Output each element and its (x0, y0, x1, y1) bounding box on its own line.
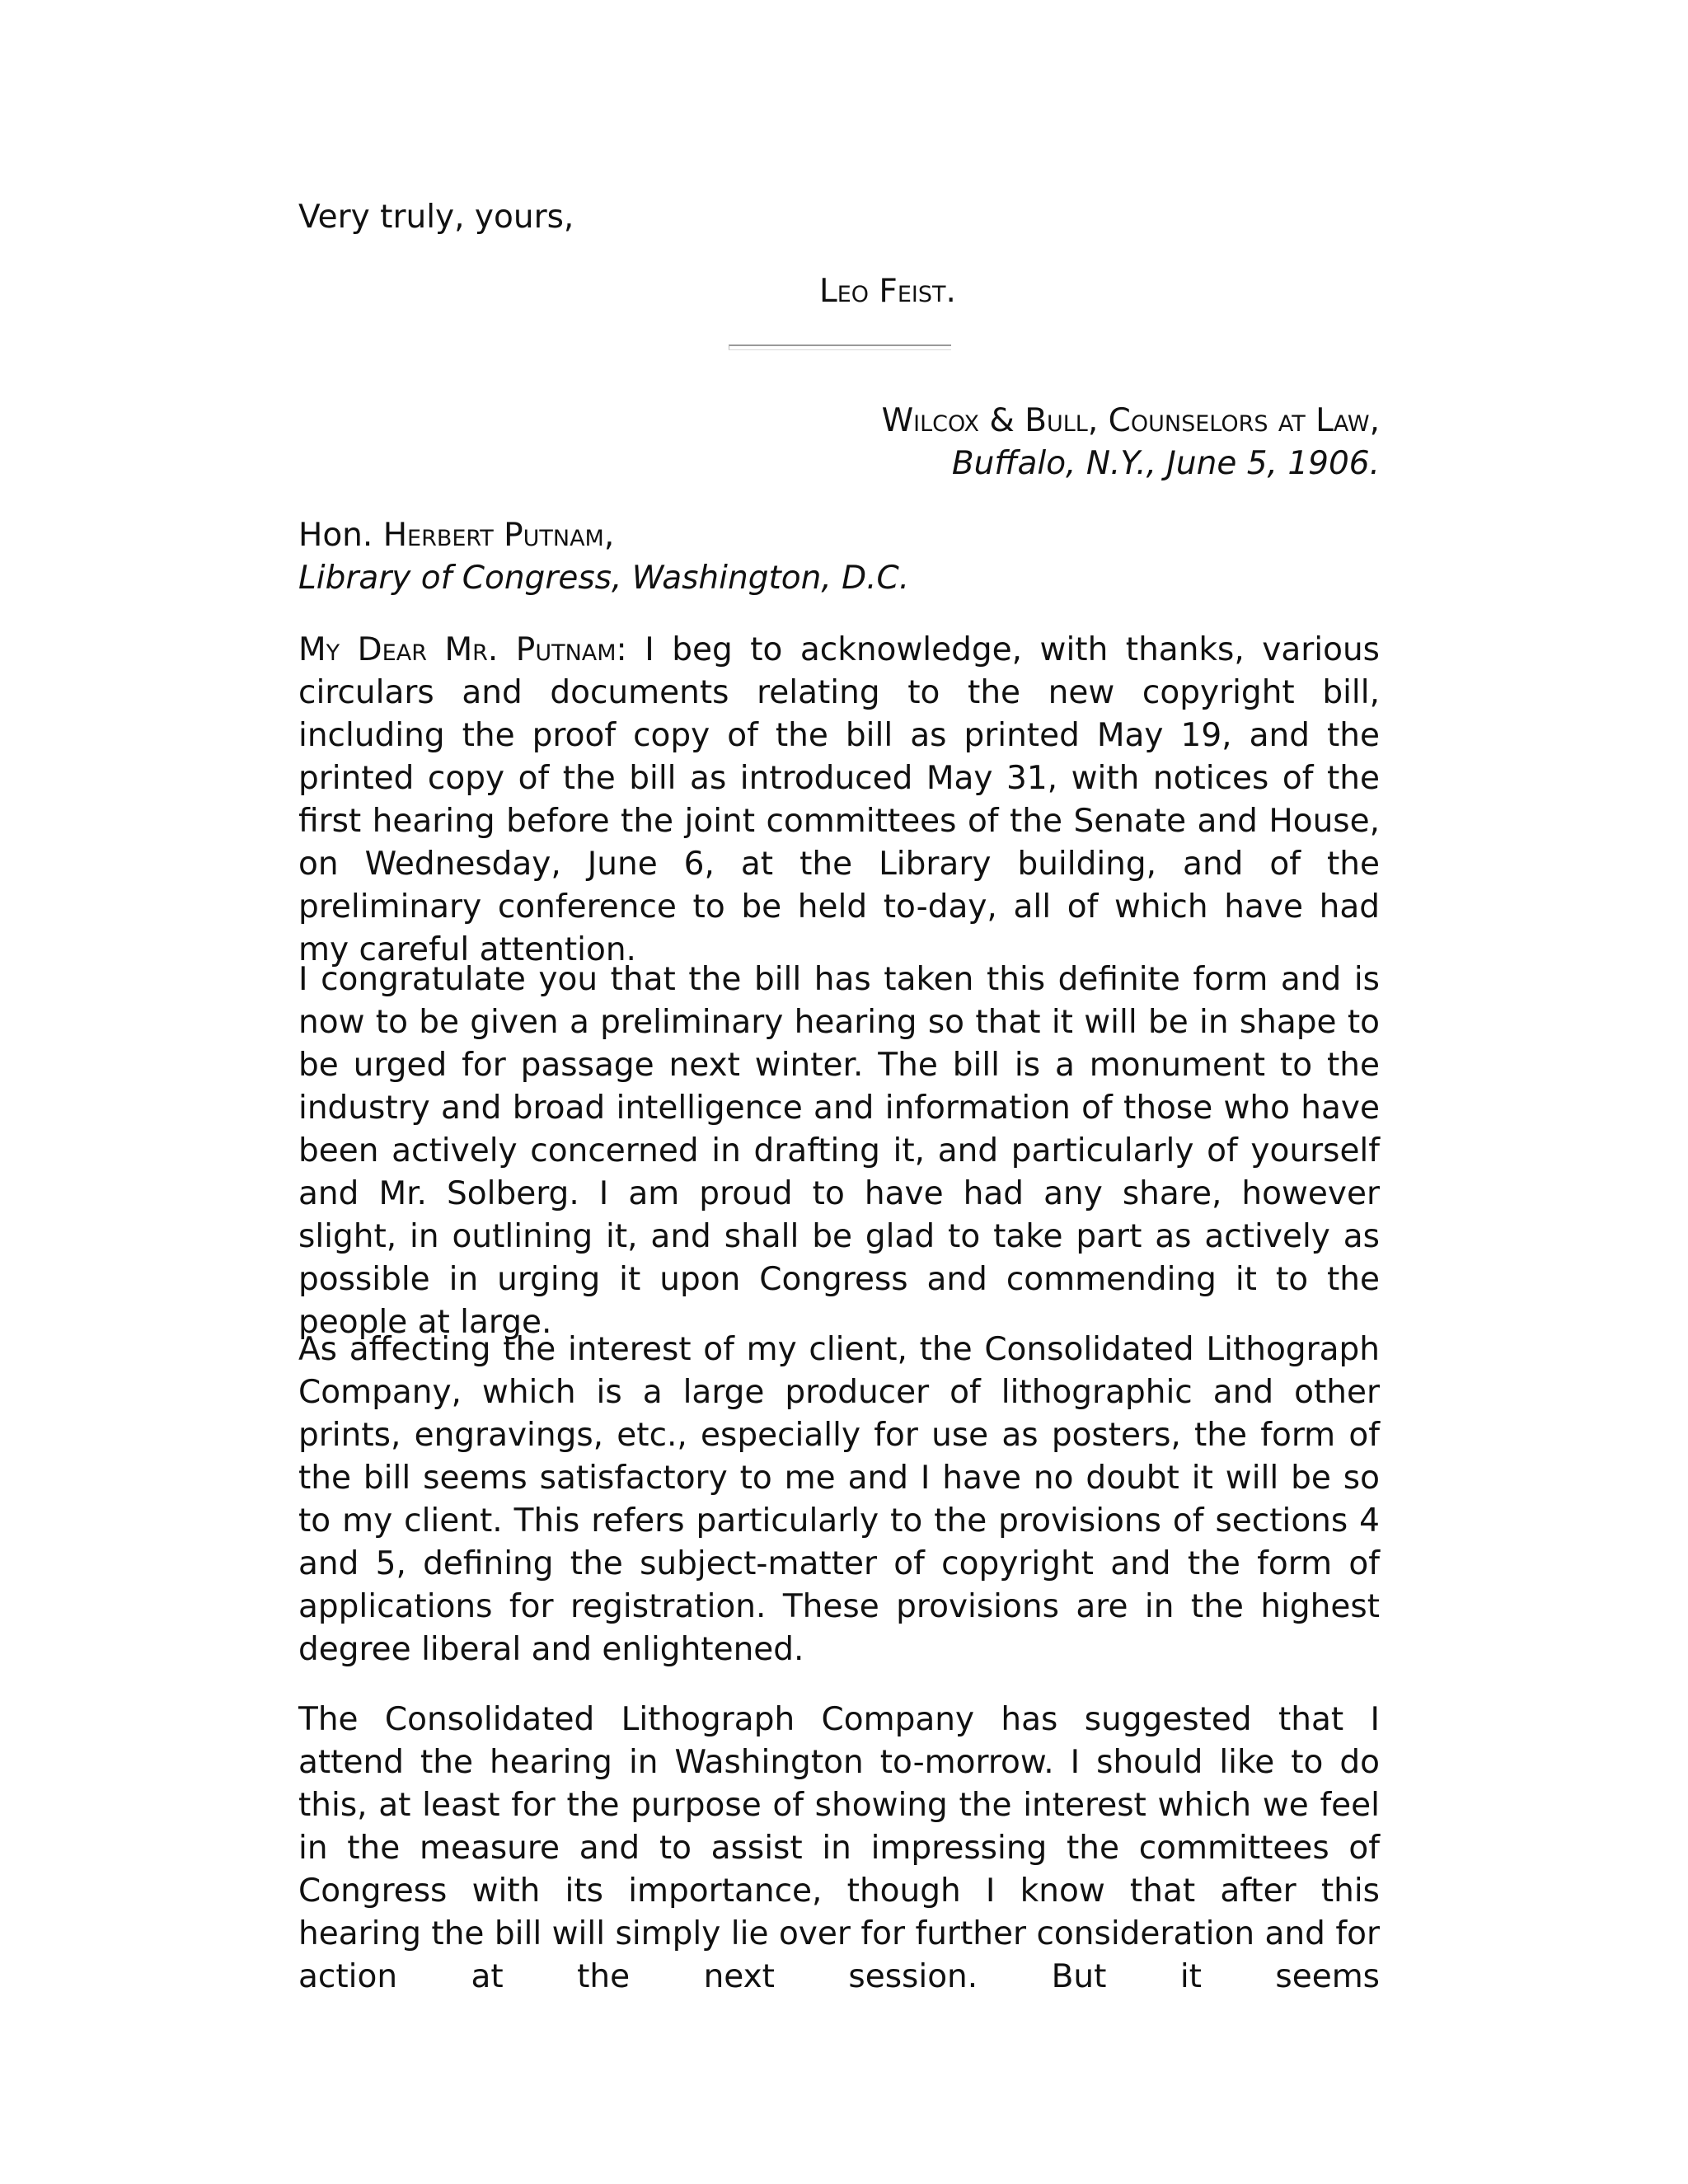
place-date: Buffalo, N.Y., June 5, 1906. (951, 445, 1380, 482)
paragraph-1-body: I beg to acknowledge, with thanks, various circulars and documents relating to the new copyright bill, including the proof copy of the bill as printed May 19, and the printed copy of the bill as introduced May 31, with notices of the first hearing before the joint committees of the Senate and House, on Wednesday, June 6, at the Library building, and of the preliminary conference to be held to-day, all of which have had my careful attention. (298, 631, 1380, 968)
paragraph-4: The Consolidated Lithograph Company has suggested that I attend the hearing in Washington to-morrow. I should like to do this, at least for the purpose of showing the interest which we feel in the measure and to assist in impressing the committees of Congress with its importance, though I know that after this hearing the bill will simply lie over for further consideration and for action at the next session. But it seems (298, 1701, 1380, 1995)
letter-heading (882, 400, 1380, 485)
recipient-prefix: Hon. (298, 517, 383, 554)
signature: Leo Feist. (819, 273, 956, 310)
recipient-location: Library of Congress, Washington, D.C. (298, 560, 910, 597)
section-divider (729, 344, 951, 350)
paragraph-2: I congratulate you that the bill has taken this definite form and is now to be given a preliminary hearing so that it will be in shape to be urged for passage next winter. The bill is a monument to the industry and broad intelligence and information of those who have been actively concerned in drafting it, and particularly of yourself and Mr. Solberg. I am proud to have had any share, however slight, in outlining it, and shall be glad to take part as actively as possible in urging it upon Congress and commending it to the people at large. (298, 961, 1380, 1341)
salutation: My Dear Mr. Putnam: (298, 631, 627, 668)
closing-line: Very truly, yours, (298, 199, 574, 236)
paragraph-salutation (298, 629, 1380, 972)
recipient-address (298, 514, 909, 600)
paragraph-3: As affecting the interest of my client, the Consolidated Lithograph Company, which is a large producer of lithographic and other prints, engravings, etc., especially for use as posters, the form of the bill seems satisfactory to me and I have no doubt it will be so to my client. This refers particularly to the provisions of sections 4 and 5, defining the subject-matter of copyright and the form of applications for registration. These provisions are in the highest degree liberal and enlightened. (298, 1331, 1380, 1668)
recipient-line (298, 514, 909, 557)
recipient-name: Herbert Putnam, (382, 517, 615, 554)
firm-name: Wilcox & Bull, Counselors at Law, (881, 402, 1380, 439)
